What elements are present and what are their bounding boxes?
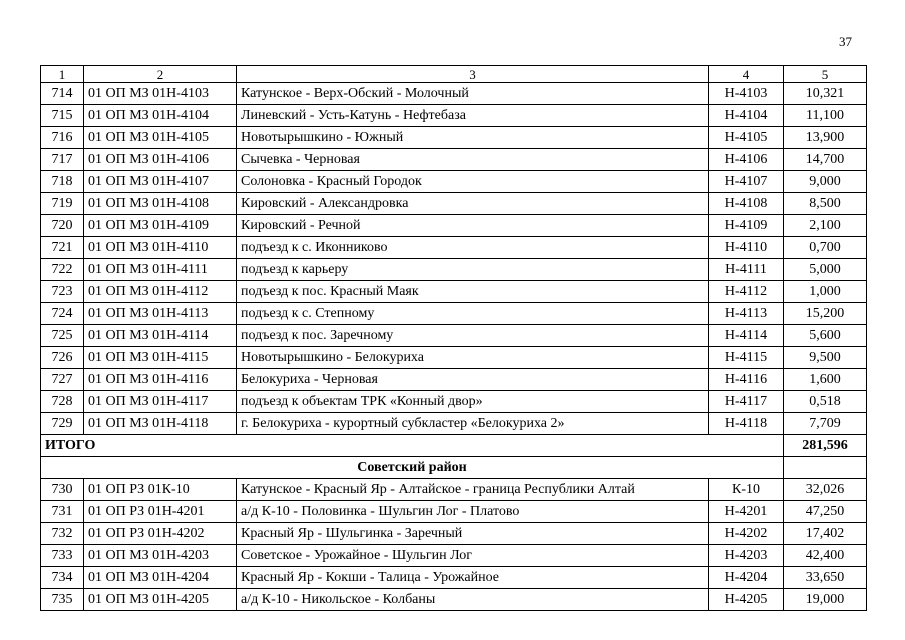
row-code: 01 ОП МЗ 01Н-4205 — [84, 589, 237, 611]
header-col-index: 4 — [709, 66, 784, 83]
row-code: 01 ОП РЗ 01Н-4201 — [84, 501, 237, 523]
row-road-name: подъезд к пос. Красный Маяк — [237, 281, 709, 303]
row-length: 15,200 — [784, 303, 867, 325]
roads-table-body — [41, 66, 867, 611]
total-label: ИТОГО — [41, 435, 784, 457]
row-code: 01 ОП МЗ 01Н-4112 — [84, 281, 237, 303]
row-length: 8,500 — [784, 193, 867, 215]
row-number: 731 — [41, 501, 84, 523]
row-number: 726 — [41, 347, 84, 369]
row-index: Н-4103 — [709, 83, 784, 105]
row-index: Н-4106 — [709, 149, 784, 171]
row-index: Н-4203 — [709, 545, 784, 567]
row-length: 1,000 — [784, 281, 867, 303]
row-index: Н-4115 — [709, 347, 784, 369]
table-row — [41, 589, 867, 611]
district-empty-cell — [784, 457, 867, 479]
table-row — [41, 281, 867, 303]
row-index: Н-4104 — [709, 105, 784, 127]
row-length: 0,518 — [784, 391, 867, 413]
table-row — [41, 127, 867, 149]
row-index: Н-4113 — [709, 303, 784, 325]
row-length: 17,402 — [784, 523, 867, 545]
row-number: 715 — [41, 105, 84, 127]
row-road-name: Белокуриха - Черновая — [237, 369, 709, 391]
table-row — [41, 567, 867, 589]
table-row — [41, 193, 867, 215]
row-length: 11,100 — [784, 105, 867, 127]
row-code: 01 ОП МЗ 01Н-4110 — [84, 237, 237, 259]
row-length: 9,000 — [784, 171, 867, 193]
row-number: 734 — [41, 567, 84, 589]
table-row — [41, 149, 867, 171]
row-code: 01 ОП МЗ 01Н-4111 — [84, 259, 237, 281]
table-row — [41, 259, 867, 281]
row-code: 01 ОП МЗ 01Н-4104 — [84, 105, 237, 127]
row-index: Н-4118 — [709, 413, 784, 435]
row-index: Н-4202 — [709, 523, 784, 545]
row-number: 723 — [41, 281, 84, 303]
total-value: 281,596 — [784, 435, 867, 457]
row-number: 724 — [41, 303, 84, 325]
header-col-length: 5 — [784, 66, 867, 83]
row-length: 9,500 — [784, 347, 867, 369]
row-length: 13,900 — [784, 127, 867, 149]
row-road-name: а/д К-10 - Половинка - Шульгин Лог - Платово — [237, 501, 709, 523]
row-length: 42,400 — [784, 545, 867, 567]
row-code: 01 ОП МЗ 01Н-4103 — [84, 83, 237, 105]
row-number: 716 — [41, 127, 84, 149]
row-road-name: подъезд к пос. Заречному — [237, 325, 709, 347]
row-code: 01 ОП МЗ 01Н-4108 — [84, 193, 237, 215]
row-index: Н-4114 — [709, 325, 784, 347]
row-road-name: а/д К-10 - Никольское - Колбаны — [237, 589, 709, 611]
row-road-name: подъезд к с. Иконниково — [237, 237, 709, 259]
row-road-name: подъезд к карьеру — [237, 259, 709, 281]
table-row — [41, 237, 867, 259]
table-row — [41, 501, 867, 523]
row-road-name: г. Белокуриха - курортный субкластер «Белокуриха 2» — [237, 413, 709, 435]
row-number: 727 — [41, 369, 84, 391]
district-row — [41, 457, 867, 479]
table-row — [41, 105, 867, 127]
row-number: 725 — [41, 325, 84, 347]
row-index: Н-4111 — [709, 259, 784, 281]
row-code: 01 ОП МЗ 01Н-4113 — [84, 303, 237, 325]
row-code: 01 ОП МЗ 01Н-4117 — [84, 391, 237, 413]
row-road-name: Новотырышкино - Белокуриха — [237, 347, 709, 369]
row-code: 01 ОП МЗ 01Н-4107 — [84, 171, 237, 193]
header-col-name: 3 — [237, 66, 709, 83]
header-col-code: 2 — [84, 66, 237, 83]
row-index: Н-4110 — [709, 237, 784, 259]
row-index: Н-4201 — [709, 501, 784, 523]
row-road-name: Новотырышкино - Южный — [237, 127, 709, 149]
row-code: 01 ОП МЗ 01Н-4115 — [84, 347, 237, 369]
row-length: 10,321 — [784, 83, 867, 105]
row-road-name: Линевский - Усть-Катунь - Нефтебаза — [237, 105, 709, 127]
row-index: Н-4116 — [709, 369, 784, 391]
table-row — [41, 479, 867, 501]
district-title: Советский район — [41, 457, 784, 479]
row-number: 719 — [41, 193, 84, 215]
row-number: 729 — [41, 413, 84, 435]
page-number: 37 — [839, 34, 852, 49]
row-road-name: Советское - Урожайное - Шульгин Лог — [237, 545, 709, 567]
row-number: 730 — [41, 479, 84, 501]
row-index: Н-4108 — [709, 193, 784, 215]
row-length: 33,650 — [784, 567, 867, 589]
row-number: 735 — [41, 589, 84, 611]
row-number: 714 — [41, 83, 84, 105]
header-row — [41, 66, 867, 83]
table-row — [41, 545, 867, 567]
row-length: 7,709 — [784, 413, 867, 435]
row-code: 01 ОП МЗ 01Н-4118 — [84, 413, 237, 435]
row-code: 01 ОП МЗ 01Н-4116 — [84, 369, 237, 391]
row-road-name: подъезд к объектам ТРК «Конный двор» — [237, 391, 709, 413]
row-code: 01 ОП МЗ 01Н-4109 — [84, 215, 237, 237]
row-code: 01 ОП МЗ 01Н-4114 — [84, 325, 237, 347]
row-code: 01 ОП МЗ 01Н-4203 — [84, 545, 237, 567]
table-row — [41, 83, 867, 105]
row-index: К-10 — [709, 479, 784, 501]
row-index: Н-4112 — [709, 281, 784, 303]
row-number: 732 — [41, 523, 84, 545]
row-length: 2,100 — [784, 215, 867, 237]
row-number: 721 — [41, 237, 84, 259]
row-length: 5,600 — [784, 325, 867, 347]
roads-table — [40, 65, 867, 611]
table-row — [41, 413, 867, 435]
row-road-name: Кировский - Александровка — [237, 193, 709, 215]
table-row — [41, 215, 867, 237]
row-number: 718 — [41, 171, 84, 193]
row-length: 14,700 — [784, 149, 867, 171]
row-code: 01 ОП РЗ 01Н-4202 — [84, 523, 237, 545]
row-road-name: подъезд к с. Степному — [237, 303, 709, 325]
row-number: 720 — [41, 215, 84, 237]
row-number: 722 — [41, 259, 84, 281]
row-code: 01 ОП МЗ 01Н-4106 — [84, 149, 237, 171]
table-row — [41, 523, 867, 545]
row-index: Н-4109 — [709, 215, 784, 237]
table-row — [41, 347, 867, 369]
row-road-name: Кировский - Речной — [237, 215, 709, 237]
table-row — [41, 325, 867, 347]
row-code: 01 ОП РЗ 01К-10 — [84, 479, 237, 501]
row-number: 717 — [41, 149, 84, 171]
row-number: 733 — [41, 545, 84, 567]
row-length: 0,700 — [784, 237, 867, 259]
table-row — [41, 171, 867, 193]
row-road-name: Сычевка - Черновая — [237, 149, 709, 171]
total-row — [41, 435, 867, 457]
row-road-name: Катунское - Красный Яр - Алтайское - граница Республики Алтай — [237, 479, 709, 501]
row-road-name: Красный Яр - Кокши - Талица - Урожайное — [237, 567, 709, 589]
row-index: Н-4204 — [709, 567, 784, 589]
row-length: 19,000 — [784, 589, 867, 611]
row-length: 32,026 — [784, 479, 867, 501]
row-index: Н-4107 — [709, 171, 784, 193]
table-row — [41, 369, 867, 391]
row-road-name: Катунское - Верх-Обский - Молочный — [237, 83, 709, 105]
row-length: 5,000 — [784, 259, 867, 281]
table-row — [41, 303, 867, 325]
row-code: 01 ОП МЗ 01Н-4204 — [84, 567, 237, 589]
row-length: 47,250 — [784, 501, 867, 523]
row-number: 728 — [41, 391, 84, 413]
row-index: Н-4205 — [709, 589, 784, 611]
row-index: Н-4117 — [709, 391, 784, 413]
row-index: Н-4105 — [709, 127, 784, 149]
table-row — [41, 391, 867, 413]
row-code: 01 ОП МЗ 01Н-4105 — [84, 127, 237, 149]
row-road-name: Красный Яр - Шульгинка - Заречный — [237, 523, 709, 545]
row-length: 1,600 — [784, 369, 867, 391]
row-road-name: Солоновка - Красный Городок — [237, 171, 709, 193]
header-col-number: 1 — [41, 66, 84, 83]
